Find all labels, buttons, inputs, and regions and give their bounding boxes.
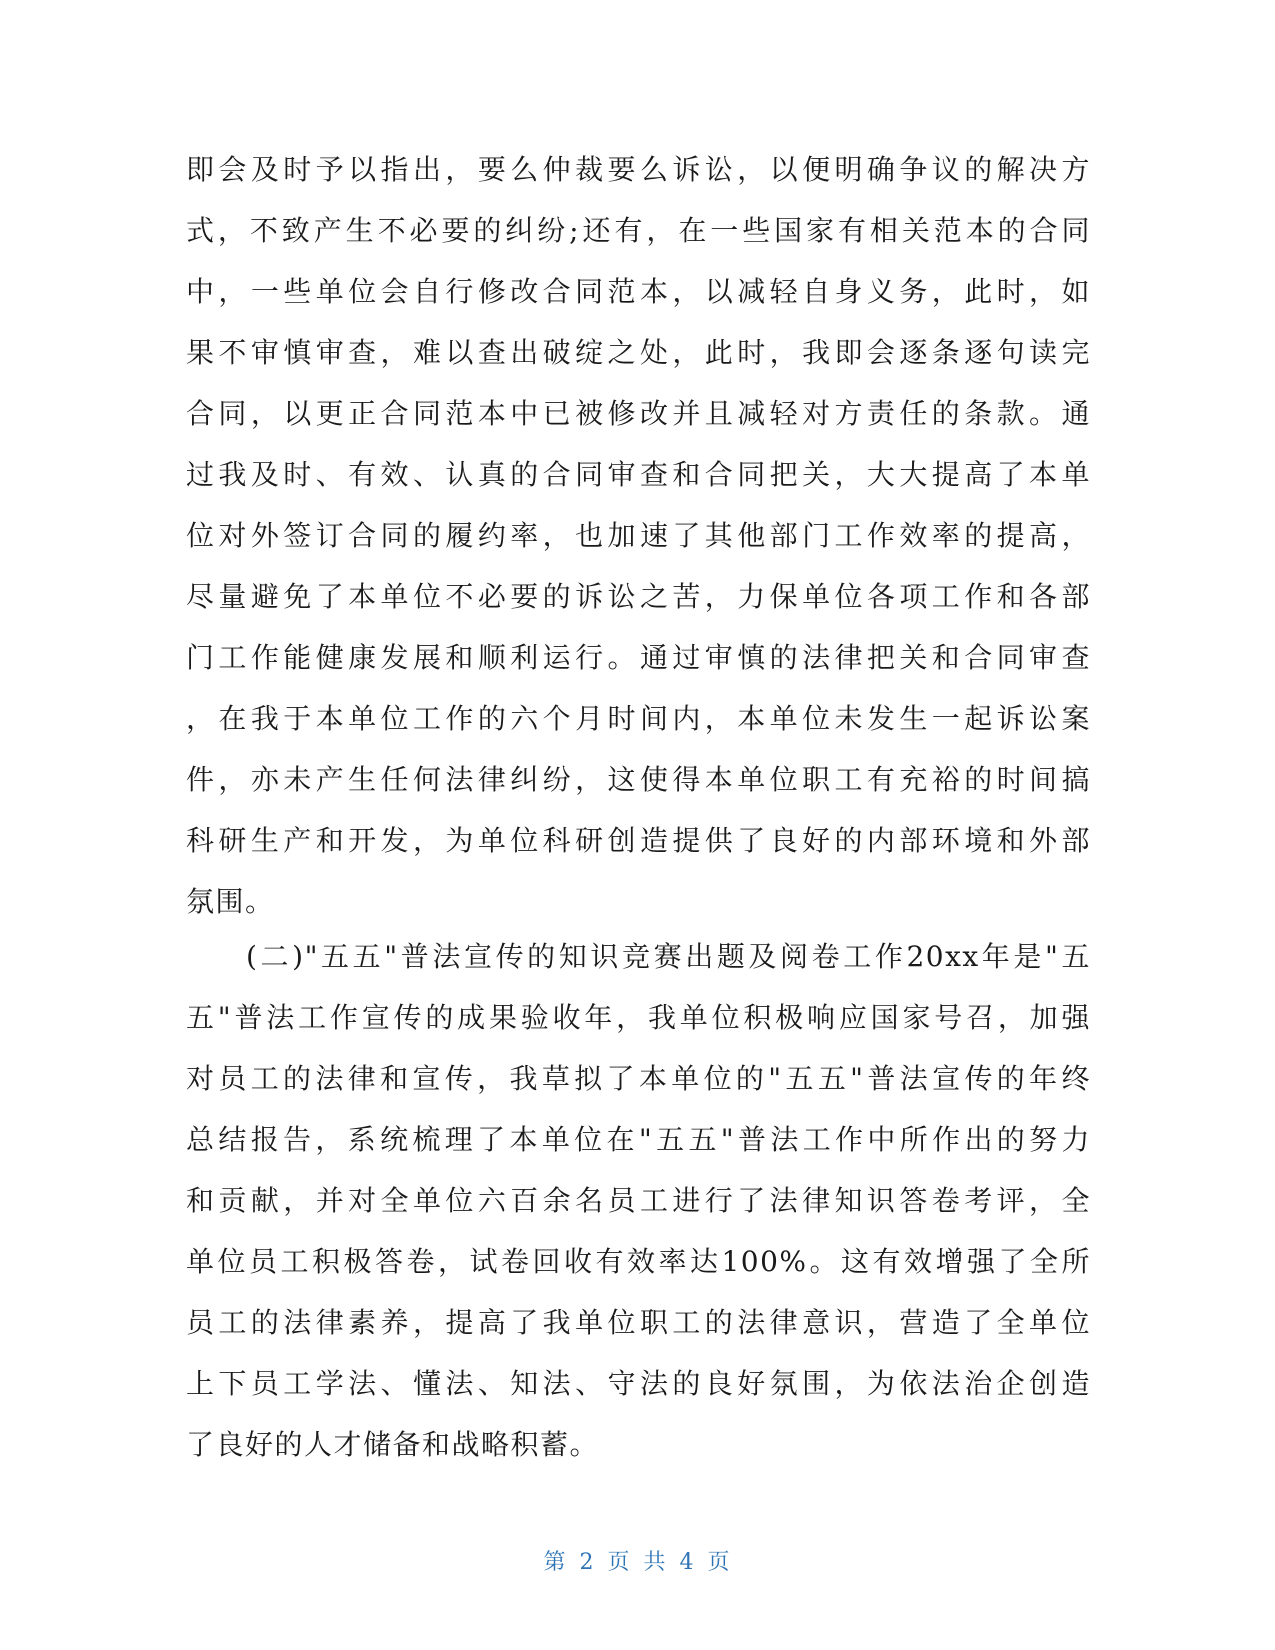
text-line: 氛围。 bbox=[186, 885, 275, 918]
text-line: 式，不致产生不必要的纠纷;还有，在一些国家有相关范本的合同 bbox=[186, 214, 1091, 247]
footer-page-word: 页 bbox=[607, 1550, 632, 1575]
text-line: 合同，以更正合同范本中已被修改并且减轻对方责任的条款。通 bbox=[186, 397, 1091, 430]
text-line: 和贡献，并对全单位六百余名员工进行了法律知识答卷考评，全 bbox=[186, 1184, 1091, 1217]
paragraph-contract-review bbox=[186, 139, 1091, 932]
footer-suffix: 页 bbox=[707, 1550, 732, 1575]
page-number-footer bbox=[0, 1545, 1275, 1576]
text-line: 件，亦未产生任何法律纠纷，这使得本单位职工有充裕的时间搞 bbox=[186, 763, 1091, 796]
current-page-number: 2 bbox=[579, 1550, 596, 1575]
text-line: 员工的法律素养，提高了我单位职工的法律意识，营造了全单位 bbox=[186, 1306, 1091, 1339]
text-line: 果不审慎审查，难以查出破绽之处，此时，我即会逐条逐句读完 bbox=[186, 336, 1091, 369]
text-line: 过我及时、有效、认真的合同审查和合同把关，大大提高了本单 bbox=[186, 458, 1091, 491]
text-line: 单位员工积极答卷，试卷回收有效率达100%。这有效增强了全所 bbox=[186, 1245, 1091, 1278]
footer-total-word: 共 bbox=[643, 1550, 668, 1575]
text-line: 总结报告，系统梳理了本单位在"五五"普法工作中所作出的努力 bbox=[186, 1123, 1091, 1156]
text-line: 即会及时予以指出，要么仲裁要么诉讼，以便明确争议的解决方 bbox=[186, 153, 1091, 186]
text-line: 中，一些单位会自行修改合同范本，以减轻自身义务，此时，如 bbox=[186, 275, 1091, 308]
text-line: (二)"五五"普法宣传的知识竞赛出题及阅卷工作20xx年是"五 bbox=[246, 940, 1091, 973]
text-line: 上下员工学法、懂法、知法、守法的良好氛围，为依法治企创造 bbox=[186, 1367, 1091, 1400]
paragraph-legal-education bbox=[186, 926, 1091, 1475]
text-line: ，在我于本单位工作的六个月时间内，本单位未发生一起诉讼案 bbox=[186, 702, 1091, 735]
total-page-number: 4 bbox=[679, 1550, 696, 1575]
text-line: 五"普法工作宣传的成果验收年，我单位积极响应国家号召，加强 bbox=[186, 1001, 1091, 1034]
text-line: 门工作能健康发展和顺利运行。通过审慎的法律把关和合同审查 bbox=[186, 641, 1091, 674]
text-line: 位对外签订合同的履约率，也加速了其他部门工作效率的提高， bbox=[186, 519, 1091, 552]
text-line: 了良好的人才储备和战略积蓄。 bbox=[186, 1428, 600, 1461]
text-line: 科研生产和开发，为单位科研创造提供了良好的内部环境和外部 bbox=[186, 824, 1091, 857]
text-line: 对员工的法律和宣传，我草拟了本单位的"五五"普法宣传的年终 bbox=[186, 1062, 1091, 1095]
text-line: 尽量避免了本单位不必要的诉讼之苦，力保单位各项工作和各部 bbox=[186, 580, 1091, 613]
footer-prefix: 第 bbox=[543, 1550, 568, 1575]
